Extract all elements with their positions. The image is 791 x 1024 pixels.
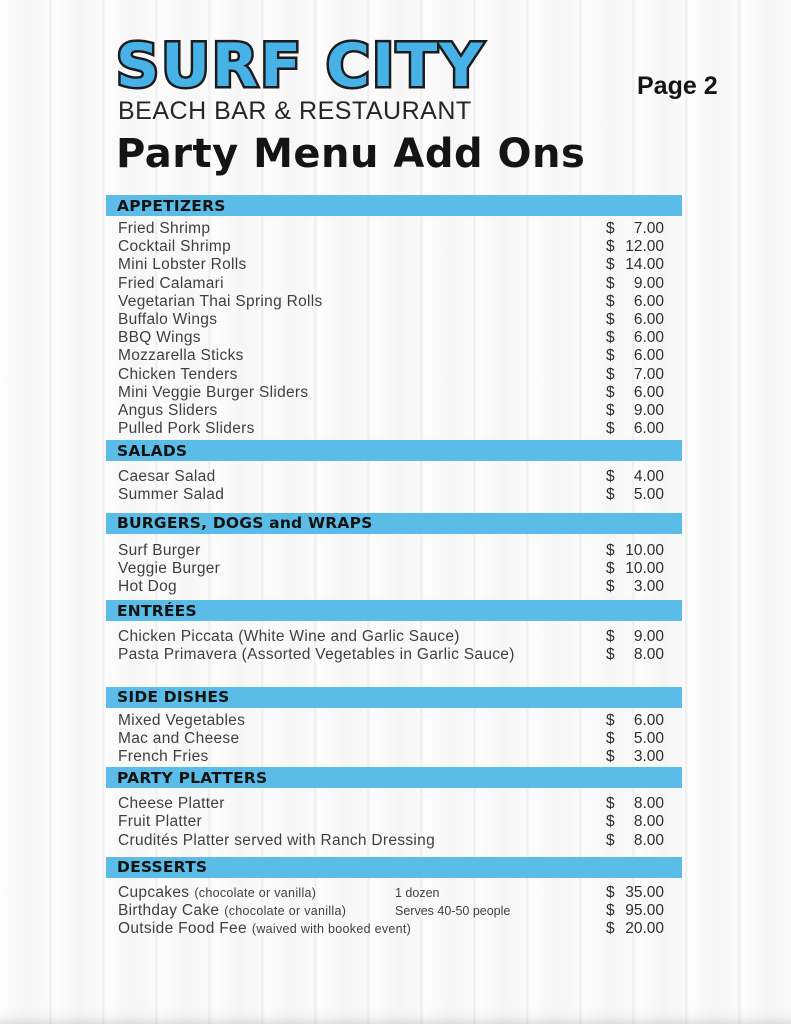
item-name: Mini Veggie Burger Sliders: [118, 383, 309, 401]
item-price: [606, 468, 664, 486]
currency-symbol: $: [606, 220, 615, 237]
price-amount: 3.00: [633, 747, 664, 765]
section-header-label: APPETIZERS: [117, 196, 226, 215]
section-header-label: ENTRÉES: [117, 601, 197, 620]
item-note: (chocolate or vanilla): [224, 903, 347, 918]
item-name: Angus Sliders: [118, 401, 218, 419]
item-quantity: 1 dozen: [395, 885, 440, 900]
menu-item-row: [118, 293, 682, 311]
menu-item-row: [118, 420, 682, 438]
menu-item-row: [118, 832, 682, 850]
currency-symbol: $: [606, 468, 615, 486]
section-header-label: SIDE DISHES: [117, 688, 230, 707]
currency-symbol: $: [606, 256, 615, 274]
section-rows: [106, 788, 682, 857]
page-number-label: Page 2: [637, 72, 718, 100]
item-price: [606, 542, 664, 560]
item-name: Veggie Burger: [118, 559, 221, 577]
item-name: Cupcakes: [118, 883, 190, 901]
currency-symbol: $: [606, 365, 615, 383]
price-amount: 35.00: [625, 883, 664, 901]
item-price: [606, 275, 664, 293]
currency-symbol: $: [606, 711, 615, 729]
section-header-desserts: [106, 857, 682, 878]
item-quantity: Serves 40-50 people: [395, 903, 511, 918]
section-rows: [106, 216, 682, 440]
item-price: [606, 578, 664, 596]
item-name: Birthday Cake: [118, 901, 220, 919]
item-price: [606, 795, 664, 813]
item-name: BBQ Wings: [118, 329, 201, 347]
item-price: [606, 347, 664, 365]
item-name: Cheese Platter: [118, 795, 225, 813]
item-note: (waived with booked event): [251, 922, 412, 937]
price-amount: 10.00: [625, 559, 664, 577]
currency-symbol: $: [606, 238, 615, 256]
item-price: [606, 902, 664, 920]
price-amount: 5.00: [633, 729, 664, 747]
item-name: Chicken Tenders: [118, 365, 238, 383]
menu-item-row: [118, 402, 682, 420]
price-amount: 10.00: [625, 541, 664, 559]
currency-symbol: $: [606, 292, 615, 310]
section-entrees: [106, 600, 682, 686]
item-name: Surf Burger: [118, 541, 201, 559]
currency-symbol: $: [606, 795, 615, 813]
item-price: [606, 420, 664, 438]
section-header-salads: [106, 440, 682, 461]
currency-symbol: $: [606, 559, 615, 577]
menu-item-row: [118, 748, 682, 766]
section-salads: [106, 440, 682, 512]
price-amount: 9.00: [633, 628, 664, 646]
section-rows: [106, 461, 682, 512]
item-note: (chocolate or vanilla): [194, 885, 317, 900]
item-name-group: [118, 884, 316, 901]
item-name: Summer Salad: [118, 486, 225, 504]
menu-item-row: [118, 468, 682, 486]
currency-symbol: $: [606, 628, 615, 646]
item-price: [606, 832, 664, 850]
section-rows: [106, 534, 682, 601]
item-price: [606, 920, 664, 938]
price-amount: 8.00: [633, 813, 664, 831]
currency-symbol: $: [606, 420, 615, 438]
item-name: Hot Dog: [118, 578, 177, 595]
item-price: [606, 628, 664, 646]
currency-symbol: $: [606, 729, 615, 747]
price-amount: 7.00: [633, 220, 664, 237]
logo-subtitle: BEACH BAR & RESTAURANT: [118, 97, 472, 125]
logo-title: SURF CITY: [116, 31, 485, 101]
section-appetizers: [106, 195, 682, 440]
item-price: [606, 402, 664, 420]
currency-symbol: $: [606, 578, 615, 595]
item-price: [606, 748, 664, 766]
price-amount: 8.00: [633, 831, 664, 849]
menu-item-row: [118, 795, 682, 813]
item-name: Pulled Pork Sliders: [118, 420, 255, 438]
price-amount: 7.00: [633, 365, 664, 383]
section-header-label: SALADS: [117, 441, 188, 460]
menu-item-row: [118, 920, 682, 938]
price-amount: 6.00: [633, 292, 664, 310]
item-name: Fried Calamari: [118, 274, 224, 292]
page-title: Party Menu Add Ons: [116, 131, 586, 177]
price-amount: 3.00: [633, 578, 664, 595]
item-price: [606, 256, 664, 274]
menu-item-row: [118, 275, 682, 293]
price-amount: 9.00: [633, 274, 664, 292]
menu-item-row: [118, 628, 682, 646]
menu-item-row: [118, 542, 682, 560]
currency-symbol: $: [606, 920, 615, 938]
currency-symbol: $: [606, 883, 615, 901]
section-header-appetizers: [106, 195, 682, 216]
currency-symbol: $: [606, 329, 615, 347]
currency-symbol: $: [606, 541, 615, 559]
item-name: Outside Food Fee: [118, 920, 247, 938]
section-burgers-dogs-wraps: [106, 513, 682, 601]
item-price: [606, 712, 664, 730]
menu-item-row: [118, 311, 682, 329]
item-name: Mac and Cheese: [118, 729, 240, 747]
item-name-group: [118, 920, 411, 937]
currency-symbol: $: [606, 274, 615, 292]
menu-item-row: [118, 560, 682, 578]
item-name: Caesar Salad: [118, 468, 216, 486]
item-name: Mini Lobster Rolls: [118, 256, 247, 274]
item-name: Pasta Primavera (Assorted Vegetables in Garlic Sauce): [118, 646, 515, 664]
section-party-platters: [106, 767, 682, 857]
item-name: Chicken Piccata (White Wine and Garlic Sauce): [118, 628, 460, 646]
section-rows: [106, 708, 682, 768]
section-header-side-dishes: [106, 687, 682, 708]
section-header-label: BURGERS, DOGS and WRAPS: [117, 514, 373, 533]
item-price: [606, 238, 664, 256]
menu-item-row: [118, 578, 682, 596]
item-price: [606, 730, 664, 748]
item-price: [606, 311, 664, 329]
price-amount: 6.00: [633, 383, 664, 401]
item-name: Fried Shrimp: [118, 220, 211, 237]
item-price: [606, 646, 664, 664]
item-name: Vegetarian Thai Spring Rolls: [118, 292, 323, 310]
price-amount: 12.00: [625, 238, 664, 256]
item-price: [606, 884, 664, 902]
currency-symbol: $: [606, 401, 615, 419]
menu-body: [106, 195, 682, 938]
currency-symbol: $: [606, 383, 615, 401]
price-amount: 6.00: [633, 310, 664, 328]
menu-item-row: [118, 813, 682, 831]
price-amount: 9.00: [633, 401, 664, 419]
section-header-party-platters: [106, 767, 682, 788]
menu-item-row: [118, 730, 682, 748]
item-price: [606, 293, 664, 311]
menu-item-row: [118, 646, 682, 664]
section-rows: [106, 878, 682, 939]
currency-symbol: $: [606, 813, 615, 831]
item-name-group: [118, 902, 346, 919]
menu-item-row: [118, 884, 682, 902]
currency-symbol: $: [606, 486, 615, 504]
item-price: [606, 560, 664, 578]
item-name: Fruit Platter: [118, 813, 203, 831]
currency-symbol: $: [606, 901, 615, 919]
item-price: [606, 813, 664, 831]
item-name: Cocktail Shrimp: [118, 238, 232, 256]
item-name: Mixed Vegetables: [118, 711, 246, 729]
price-amount: 4.00: [633, 468, 664, 486]
price-amount: 8.00: [633, 646, 664, 664]
price-amount: 6.00: [633, 420, 664, 438]
item-price: [606, 384, 664, 402]
menu-item-row: [118, 384, 682, 402]
item-name: French Fries: [118, 747, 209, 765]
menu-item-row: [118, 712, 682, 730]
section-header-label: DESSERTS: [117, 858, 208, 877]
menu-item-row: [118, 220, 682, 238]
price-amount: 6.00: [633, 347, 664, 365]
price-amount: 8.00: [633, 795, 664, 813]
currency-symbol: $: [606, 310, 615, 328]
currency-symbol: $: [606, 646, 615, 664]
section-header-entrees: [106, 600, 682, 621]
price-amount: 6.00: [633, 329, 664, 347]
item-price: [606, 220, 664, 238]
price-amount: 95.00: [625, 901, 664, 919]
item-name: Buffalo Wings: [118, 310, 218, 328]
currency-symbol: $: [606, 347, 615, 365]
item-price: [606, 486, 664, 504]
currency-symbol: $: [606, 747, 615, 765]
item-name: Crudités Platter served with Ranch Dressing: [118, 831, 435, 849]
menu-item-row: [118, 256, 682, 274]
section-side-dishes: [106, 687, 682, 768]
item-price: [606, 366, 664, 384]
menu-item-row: [118, 347, 682, 365]
price-amount: 5.00: [633, 486, 664, 504]
item-price: [606, 329, 664, 347]
menu-item-row: [118, 238, 682, 256]
section-header-label: PARTY PLATTERS: [117, 768, 268, 787]
currency-symbol: $: [606, 831, 615, 849]
section-header-burgers: [106, 513, 682, 534]
menu-item-row: [118, 366, 682, 384]
price-amount: 20.00: [625, 920, 664, 938]
section-rows: [106, 621, 682, 686]
menu-item-row: [118, 486, 682, 504]
price-amount: 6.00: [633, 711, 664, 729]
item-name: Mozzarella Sticks: [118, 347, 244, 365]
menu-item-row: [118, 329, 682, 347]
menu-item-row: [118, 902, 682, 920]
section-desserts: [106, 857, 682, 939]
price-amount: 14.00: [625, 256, 664, 274]
